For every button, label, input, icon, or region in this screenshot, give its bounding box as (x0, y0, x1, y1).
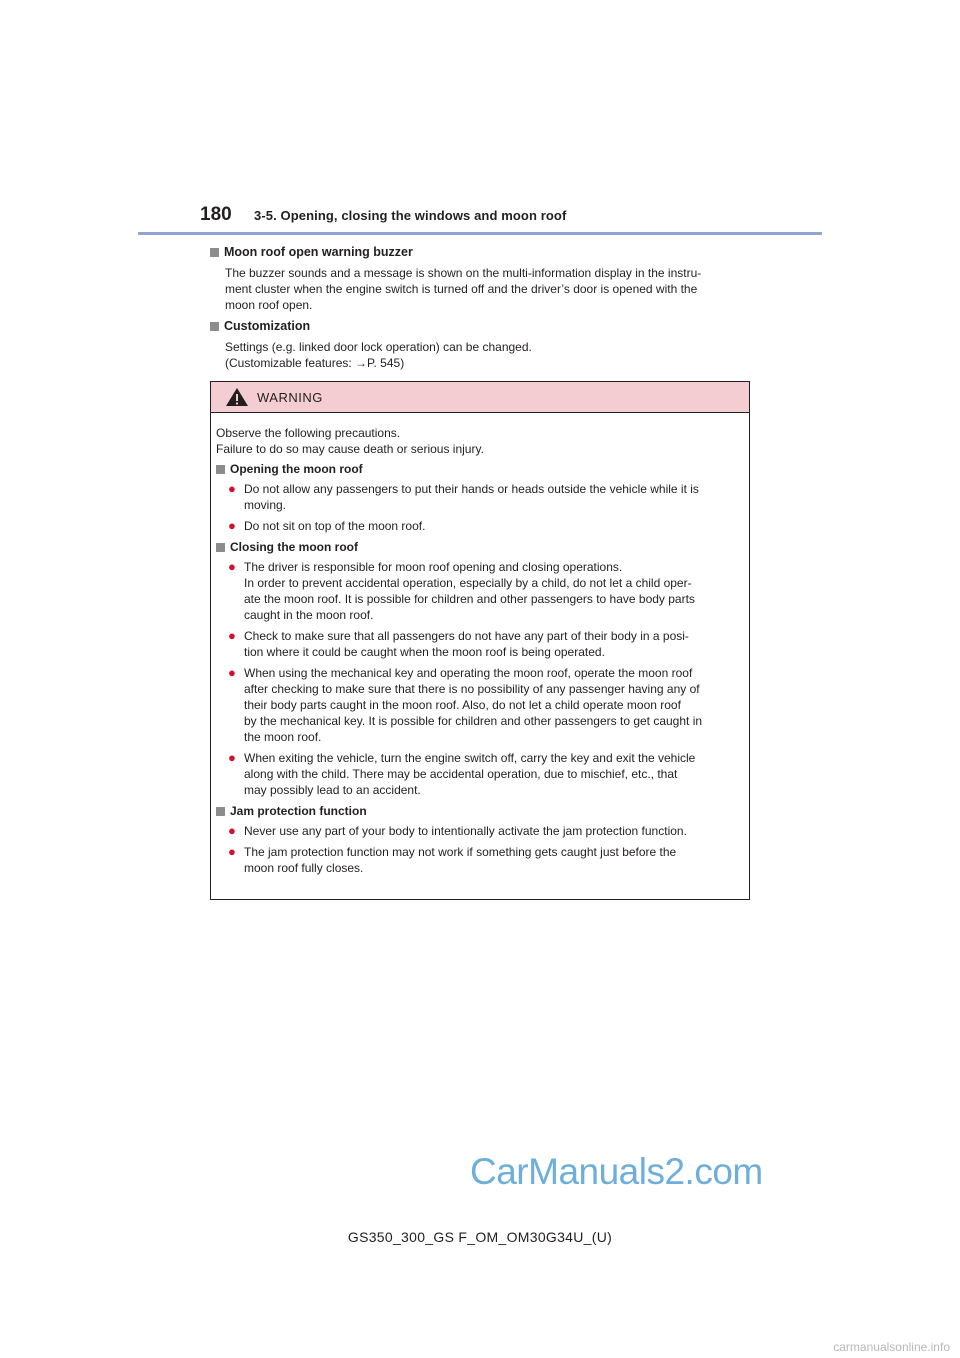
warning-bullet: ● When exiting the vehicle, turn the engine switch off, carry the key and exit the vehicle along with the child. There may be accidental operation, due to mischief, etc., that may possibly lead to an accident. (228, 750, 696, 797)
warning-bullet: ● Do not allow any passengers to put their hands or heads outside the vehicle while it is moving. (228, 481, 699, 512)
page-reference-link[interactable]: (Customizable features: →P. 545) (225, 356, 405, 370)
section-body-customization: Settings (e.g. linked door lock operation) can be changed. (Customizable features: →P. 545) (225, 339, 745, 371)
section-body-buzzer: The buzzer sounds and a message is shown on the multi-information display in the instru- ment cluster when the engine switch is turned off and the driver’s door is opened with the moon roof open. (225, 266, 702, 312)
watermark-corner: carmanualsonline.info (833, 1340, 950, 1354)
square-bullet-icon (216, 465, 225, 474)
warning-intro: Observe the following precautions. Failure to do so may cause death or serious injury. (216, 426, 484, 456)
page-header (200, 204, 566, 228)
bullet-dot-icon: ● (228, 628, 236, 643)
section-heading-buzzer: Moon roof open warning buzzer (210, 245, 413, 259)
warning-bullet: ● When using the mechanical key and operating the moon roof, operate the moon roof after checking to make sure that there is no possibility of any passenger having any of their body parts caught in the moon roof. Also, do not let a child operate moon roof by the mechanical key. It is possible for children and other passengers to get caught in the moon roof. (228, 665, 703, 744)
warning-bullet: ● Check to make sure that all passengers do not have any part of their body in a posi- tion where it could be caught when the moon roof is being operated. (228, 628, 689, 659)
warning-bullet: ● Never use any part of your body to intentionally activate the jam protection function. (228, 823, 687, 838)
warning-bullet: ● The jam protection function may not work if something gets caught just before the moon roof fully closes. (228, 844, 677, 875)
warning-group-heading-jam: Jam protection function (216, 803, 744, 819)
warning-title: WARNING (257, 389, 323, 405)
bullet-dot-icon: ● (228, 844, 236, 859)
warning-bullet: ● Do not sit on top of the moon roof. (228, 518, 426, 533)
document-code: GS350_300_GS F_OM_OM30G34U_(U) (347, 1229, 613, 1245)
section-heading-customization: Customization (210, 319, 310, 333)
header-rule (138, 232, 822, 235)
warning-bullet: ● The driver is responsible for moon roof opening and closing operations. In order to prevent accidental operation, especially by a child, do not let a child oper- ate the moon roof. It is possible for children and other passengers to have body parts caught in the moon roof. (228, 559, 695, 622)
bullet-dot-icon: ● (228, 481, 236, 496)
bullet-dot-icon: ● (228, 750, 236, 765)
bullet-dot-icon: ● (228, 823, 236, 838)
warning-box (210, 381, 750, 900)
bullet-dot-icon: ● (228, 518, 236, 533)
bullet-dot-icon: ● (228, 665, 236, 680)
square-bullet-icon (216, 807, 225, 816)
watermark-logo: CarManuals2.com (470, 1151, 763, 1192)
square-bullet-icon (210, 248, 219, 257)
square-bullet-icon (216, 543, 225, 552)
section-title: 3-5. Opening, closing the windows and moon roof (254, 208, 567, 223)
bullet-dot-icon: ● (228, 559, 236, 574)
warning-body (211, 413, 749, 876)
page-number: 180 (200, 204, 232, 225)
square-bullet-icon (210, 322, 219, 331)
warning-group-heading-opening: Opening the moon roof (216, 461, 744, 477)
warning-triangle-icon (225, 387, 249, 407)
warning-group-heading-closing: Closing the moon roof (216, 539, 744, 555)
warning-header (211, 382, 749, 413)
